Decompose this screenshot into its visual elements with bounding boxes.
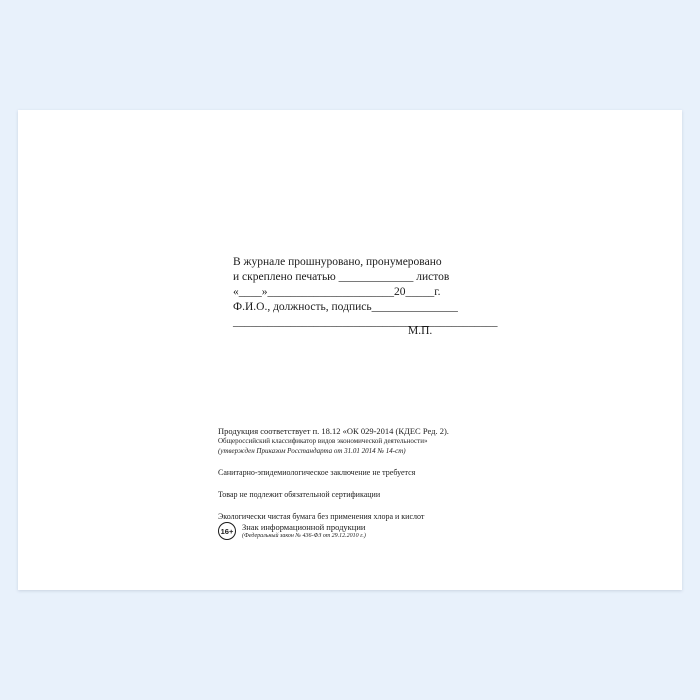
- legal-certification-note: Товар не подлежит обязательной сертификации: [218, 490, 381, 499]
- certification-line-1: В журнале прошнуровано, пронумеровано: [233, 256, 442, 268]
- legal-line-3: (утвержден Приказом Росстандарта от 31.01 2014 № 14-ст): [218, 446, 406, 455]
- information-mark-title: Знак информационной продукции: [242, 522, 366, 532]
- certification-line-2: и скреплено печатью _____________ листов: [233, 271, 450, 283]
- stamp-place-label: М.П.: [408, 325, 433, 337]
- document-page: [18, 110, 682, 590]
- legal-sanitary-note: Санитарно-эпидемиологическое заключение не требуется: [218, 468, 416, 477]
- information-mark-row: [218, 522, 366, 540]
- certification-blank-line: ______________________________________________: [233, 316, 498, 328]
- certification-signature-line: Ф.И.О., должность, подпись_______________: [233, 301, 458, 313]
- legal-line-2: Общероссийский классификатор видов экономической деятельности»: [218, 437, 428, 445]
- legal-ecology-note: Экологически чистая бумага без применения хлора и кислот: [218, 512, 425, 521]
- information-mark-subtitle: (Федеральный закон № 436-ФЗ от 29.12.2010 г.): [242, 533, 366, 539]
- age-rating-icon: 16+: [218, 522, 236, 540]
- certification-block: [233, 255, 523, 330]
- legal-line-1: Продукция соответствует п. 18.12 «ОК 029-2014 (КДЕС Ред. 2).: [218, 426, 449, 436]
- certification-date-line: «____»______________________20_____г.: [233, 286, 441, 298]
- legal-block: [218, 426, 518, 522]
- information-mark-text: [242, 522, 366, 540]
